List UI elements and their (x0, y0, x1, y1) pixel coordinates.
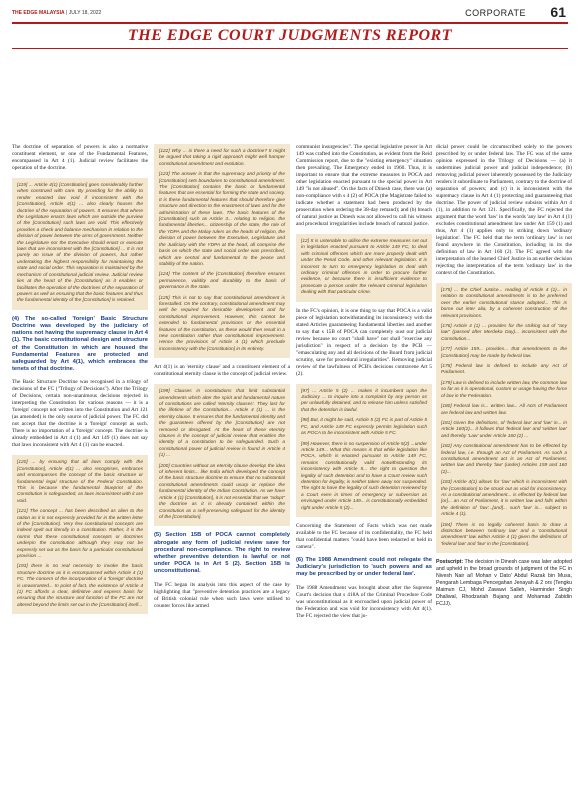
quote-paragraph: [193] there is no real necessity to invoke the basic structure doctrine as it is encompassed within Article 4 (1) FC. The concern of the incorporation of a 'foreign' doctrine is unwarranted... In point of fact, the existence of Article 4 (1) FC affords a clear, definitive and express basis for ensuring that the structure and function of the FC are not altered beyond the limits set out in the [Constitution] itself... (17, 564, 143, 608)
body-paragraph: Concerning the Statement of Facts which was not made available to the FC because of its confidentiality, the FC held that confidential matters "could have been redacted or held in camera". (296, 522, 432, 550)
quote-paragraph: [199] Clauses in constitutions that limit substantial amendments which alter the spirit and fundamental nature of constitutions are called 'eternity clauses'. They last for the lifetime of the Constitution... Article 4 (1) ... is the eternity clause. It ensures that the fundamental identity and the guarantees offered by the [Constitution] are not removed or derogated. At the heart of these eternity clauses is the concept of judicial review that enables the identity of a constitution to be safeguarded. Such a constitutional power of judicial review is found in Article 4 (1) ... (159, 389, 285, 459)
section-heading: (6) The 1988 Amendment could not relegate the Judiciary's jurisdiction to 'such powers and as may be prescribed by or under federal law'. (296, 556, 432, 578)
quote-paragraph: [123] The answer is that the supremacy and priority of the [Constitution] sets boundaries to constitutional amendment. The [Constitution] contains the basic or fundamental features that are essential for forming the state and society. It is these fundamental features that should therefore give structure and direction to the enactment of laws and for the administration of these laws. The basic features of the [Constitution] such as Article 3... relating to religion, the fundamental liberties... citizenship of the state, the role of the YDPA and the Malay rulers as the heads of religion, the division of power between the Executive, Legislature and the Judiciary with the YDPA at the head, all comprise the basis on which the state and social order was prescribed, which are central and fundamental to the peace and stability of the nation. (159, 172, 285, 267)
quote-paragraph: [184] There is no legally coherent basis to draw a distinction between 'ordinary law' and a 'constitutional amendment' law within Article 4 (1) given the definitions of 'federal law' and 'law' in the [Constitution]. (441, 522, 567, 547)
publication-name: THE EDGE MALAYSIA (12, 10, 65, 16)
publication-line: THE EDGE MALAYSIA | JULY 18, 2022 (12, 10, 102, 16)
quote-paragraph: [176] Article 4 (1) ... provides for the striking out of "any law" (passed after Merdeka Day)... inconsistent with the Constitution... (441, 324, 567, 342)
body-paragraph: In the FC's opinion, it is one thing to say that POCA is a valid piece of legislation notwithstanding its inconsistency with the stated Articles guaranteeing fundamental liberties and another to say that s 15B of POCA can completely oust our judicial review because no court "shall have" nor shall "exercise any jurisdiction" in respect of a decision by the PCB — "emasculating any and all decisions of the Board from judicial scrutiny, save for procedural irregularities". Removing judicial review of the lawfulness of PCB's decisions contravene Art 5 (2). (296, 307, 432, 377)
section-heading: (5) Section 15B of POCA cannot completely abrogate any form of judicial review save for procedural non-compliance. The right to review whether preventive detention is lawful or not under POCA is in Art 5 (2). Section 15B is unconstitutional. (154, 532, 290, 575)
quote-paragraph: [175] ... the Chief Justice... reading of Article 4 (1)... in relation to constitutional amendments is to be preferred over the earlier constitutional stance adopted... This is borne out inter alia, by a coherent construction of the relevant provisions. (441, 288, 567, 319)
postscript-text: The decision in Dinesh case was later adopted and upheld in the broad grounds of judgment of the FC in Nivesh Nair a/l Mohan v Dato' Abdul Razak bin Musa, Pengarah Lembaga Pencegahan Jenayah & 2 ors (Tengku Maimun CJ, Mohd Zawawi Salleh, Harminder Singh Dhaliwal, Rhodzariah Bujang and Mohamad Zabidin FCJJ). (436, 559, 572, 608)
body-paragraph: The 1988 Amendment was brought about after the Supreme Court's decision that s 418A of the Criminal Procedure Code was unconstitutional as it encroached upon judicial power of the Federation and was void for inconsistency with Art 4(1). The FC rejected the view that ju- (296, 584, 432, 619)
quote-paragraph: [180] Federal law is... written law... All Acts of Parliament are federal law and written law. (441, 404, 567, 416)
quote-paragraph: [181] Given the definitions, of 'federal law' and 'law' in... in Article 160(2)... it follows that 'federal law' and 'written law' and thereby 'Law' under Article 160 (2) ... (441, 420, 567, 439)
quote-paragraph: [99] However, there is no suspension of Article 5(2) ...under Article 149... What this means is that while legislation like POCA, which is enacted pursuant to Article 149 FC, remains constitutionally valid notwithstanding its inconsistency with Article 5... the right to question the legality of such detention and to have a Court review such detention for legality, is neither taken away nor suspended. The right to have the legality of such detention reviewed by a Court even in times of emergency or subversion as envisaged under Article 149... is constitutionally embedded right under Article 5 (2)... (301, 441, 427, 511)
masthead-rule (12, 48, 568, 49)
quote-box (296, 234, 432, 302)
quote-box (12, 178, 148, 310)
quote-paragraph: [12] It is untenable to utilise the extreme measures set out in legislation enacted pursuant to Article 149 FC, to deal with criminal offences which are more properly dealt with under the Penal Code, and other relevant legislation. It is incorrect to turn to emergency legislation to deal with ordinary criminal offences in order to procure further evidence, or because there is insufficient evidence to prosecute a person under the relevant criminal legislation dealing with that particular crime. (301, 239, 427, 296)
section-heading: (4) The so-called 'foreign' Basic Structure Doctrine was developed by the judiciary of nations not having the supremacy clause in Art 4 (1). The basic constitutional design and structure of the Constitution in which are housed the Fundamental Features are protected and safeguarded by Art 4(1), which embraces the tenets of that doctrine. (12, 315, 148, 373)
quote-box (12, 455, 148, 614)
quote-box (154, 144, 290, 358)
quote-paragraph: [121] The concept ... has been described as alien to the nation as it is not expressly provided for in the written letter of the [Constitution]. Very few constitutional concepts are indeed spelt out literally in a constitution. Rather, it is the norms that these constitutional concepts or doctrines underpin the constitution although they may not be expressly set out as the basis for a particular constitutional provision ... (17, 509, 143, 560)
body-paragraph: dicial power could be circumscribed solely to the powers prescribed by or under federal law. The FC was of the same opinion expressed in the Trilogy of Decisions — (a) it undermines judicial power and judicial independence; (b) removing judicial power inherently possessed by the Judiciary renders it subordinate to Parliament, contrary to the doctrine of separation of powers; and (c) it is inconsistent with the supremacy clause in Art 4 (1) protecting and guaranteeing that doctrine. The power of judicial review subsists within Art 4 (1), in addition to Art 121. Specifically, the FC rejected the argument that the word 'law' in the words 'any law' in Art 4 (1) excludes constitutional amendment law under Art 159 (1) and thus, Art 4 (1) applies only to striking down 'ordinary legislation'. The FC held that the term 'ordinary law' is not found anywhere in the Constitution, including in its the definition of law in Art 160 (2). The FC agreed with the interpretation of the learned Chief Justice in an earlier decision rejecting the interpretation of the term 'ordinary law' in the context of the Constitution. (436, 144, 572, 276)
section-label: CORPORATE (465, 8, 526, 18)
body-paragraph: communist insurgencies". The special legislative power in Art 149 was crafted into the Constitution, as evident from the Reid Commission report, due to the "existing emergency" situation then prevailing. The Emergency ended in 1960. Thus, it is important to ensure that the extreme measures in POCA and other legislation enacted pursuant to the special power in Art 149 "is not abused". On the facts of Dinesh case, there was (a) non-compliance with s 4 (2) of POCA (the Magistrate failed to indicate whether a statement had been produced by the prosecution when ordering the 38-day remand); and (b) breach of natural justice as Dinesh was not allowed to call his witness and procedural irregularities include breach of natural justice. (296, 144, 432, 227)
quote-paragraph: [182] Any constitutional amendment has to be effected by federal law, i.e. through an Act of Parliament. As such a constitutional amendment act is an Act of Parliament, written law and thereby 'law' (under) Articles 159 and 160 (2)... (441, 444, 567, 475)
quote-paragraph: [122] Why ... is there a need for such a doctrine? It might be argued that taking a rigid approach might well hamper constitutional amendment and evolution. (159, 149, 285, 167)
quote-paragraph: [119] ... Article 4(1) [Constitution] goes considerably further when construed with care. By providing for the ability to render enacted law void if inconsistent with the [Constitution], Article 4(1) ... also clearly houses the doctrine of the separation of powers. It ensures that where the Legislature enacts laws which are outside the purview of the [Constitution] such laws are void. This effectively provides a check and balance mechanism in relation to the division of power between the arms of government. Neither the Legislature nor the Executive should enact or execute laws that are inconsistent with the [Constitution] ... It is not purely an issue of the division of powers, but rather undertaking the highest responsibility for maintaining the state and social order. This separation is maintained by the mechanism of constitutional judicial review. Judicial review lies at the heart of the [Constitution] as it enables or facilitates the operation of the doctrines of the separation of powers as well as ensuring that the basic features and thus the fundamental identity of the [Constitution] is retained. (17, 183, 143, 304)
quote-paragraph: [200] Countries without an eternity clause develop the idea of inherent limits... like India which developed the concept of the basic structure doctrine to ensure that no substantial constitutional amendments could usurp or replace the fundamental identity of the Indian Constitution. As we have Article 4 (1) [Constitution], it is not essential that we "adopt" the doctrine as it is already contained within the Constitution as a self-preserving safeguard for the identity of the [Constitution]. (159, 463, 285, 520)
quote-paragraph: [183] Article 4(1) allows for 'law' which is inconsistent with the [Constitution] to be struck out as void for inconsistency. As a constitutional amendment... is effected by federal law [or]... an Act of Parliament, it is written law and falls within the definition of 'law'...[and]... such 'law' is... subject to Article 4 (1). (441, 480, 567, 518)
body-paragraph: Art 4(1) is an 'eternity clause' and a constituent element of a constitutional eternity clause is the concept of judicial review. (154, 364, 290, 378)
column-3 (296, 144, 432, 626)
column-4 (436, 144, 572, 613)
quote-paragraph: [125] This is not to say that constitutional amendment is forestalled. On the contrary, constitutional amendment may well be required for desirable development and for constitutional improvement. However, this cannot be extended to fundamental provisions or the essential features of the constitution, as these would then result in a new constitution rather than constitutional improvement. Hence the provisions of Article 4 (1) which preclude inconsistency with the [Constitution] in its entirety. (159, 295, 285, 352)
quote-paragraph: [179] Law is defined to include written law, the common law so far as it is operational, custom or usage having the force of law in the Federation. (441, 380, 567, 399)
quote-paragraph: [177] Article 159... provides... that amendments to the [Constitution] may be made by federal law. (441, 347, 567, 359)
header-rule (12, 22, 568, 24)
page-number: 61 (550, 4, 566, 20)
body-paragraph: The FC began its analysis into this aspect of the case by highlighting that "preventive detention practices are a legacy of British colonial rule when such laws were utilised to counter forces like armed (154, 581, 290, 609)
quote-paragraph: [178] Federal law is defined to include any Act of Parliament. (441, 364, 567, 376)
column-2 (154, 144, 290, 616)
quote-box (296, 384, 432, 517)
page-header (0, 0, 580, 24)
column-1 (12, 144, 148, 620)
postscript (436, 559, 572, 608)
quote-box (154, 384, 290, 526)
publication-date: JULY 18, 2022 (68, 10, 102, 16)
quote-paragraph: [124] The content of the [Constitution] therefore ensures permanence, validity and durability to the basis of governance in the state. (159, 272, 285, 291)
masthead-title: THE EDGE COURT JUDGMENTS REPORT (128, 27, 452, 44)
body-paragraph: The Basic Structure Doctrine was recognised in a trilogy of decisions of the FC ("Trilogy of Decisions"). After the Trilogy of Decisions, certain non-unanimous decisions rejected in interpreting the Constitution for various reasons — it is a 'foreign' concept not written into the Constitution and Art 121 (as amended) is the only source of judicial power. The FC did not accept that the doctrine is a 'foreign' concept as such. There is no importation of a 'foreign' concept. The doctrine is already embedded in Art 4 (1) and Art 149 (1) does not say that laws inconsistent with Art 4 (1) can be enacted. (12, 379, 148, 449)
quote-box (436, 283, 572, 553)
quote-paragraph: [97] ... Article 5 (2) ... makes it incumbent upon the Judiciary ... to inquire into a complaint by any person as per unlawfully detained, and to release him unless satisfied that the detention is lawful. (301, 388, 427, 413)
postscript-label: Postscript: (436, 559, 464, 566)
quote-paragraph: [120] ... by ensuring that all laws comply with the [Constitution], Article 4(1) ... also recognises, embraces and encompasses the concept of the basic structure or fundamental legal structure of the Federal Constitution. This is because the fundamental blueprint of the Constitution is safeguarded, as laws inconsistent with it are void. (17, 460, 143, 504)
quote-paragraph: [98] But, it might be said, Article 5 (2) FC is part of Article 5 FC, and Article 149 FC expressly permits legislation such as POCA to be inconsistent with Article 5 FC. (301, 418, 427, 437)
body-paragraph: The doctrine of separation of powers is also a normative constituent element, or one of the Fundamental Features, encompassed in Art 4 (1). Judicial review facilitates the operation of the doctrine. (12, 144, 148, 171)
